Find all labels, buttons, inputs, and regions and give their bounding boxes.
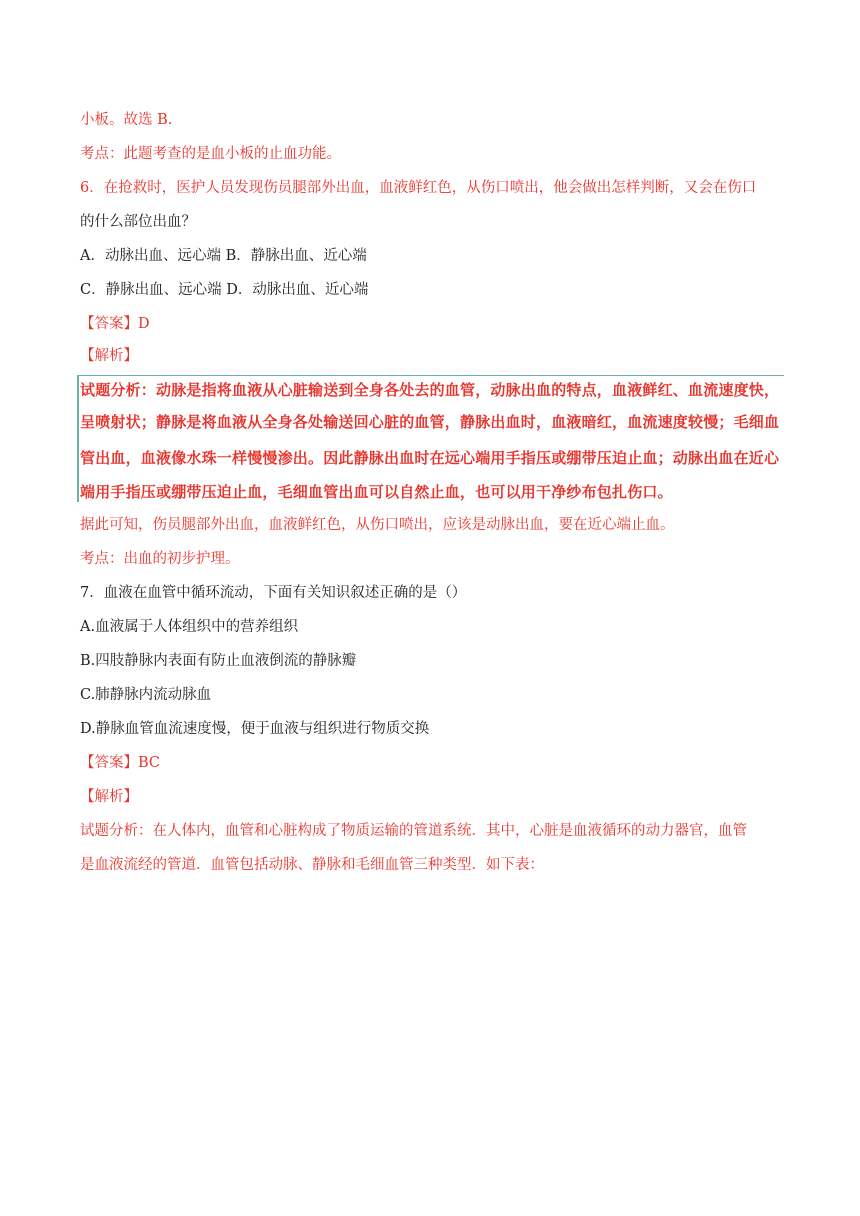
question-6-answer: 【答案】D [80, 316, 150, 332]
analysis-box-line: 试题分析：动脉是指将血液从心脏输送到全身各处去的血管，动脉出血的特点，血液鲜红、血流速度快， [80, 381, 780, 399]
analysis-box-line: 呈喷射状；静脉是将血液从全身各处输送回心脏的血管，静脉出血时，血液暗红，血流速度较慢；毛细血 [80, 413, 780, 431]
question-7-analysis-cont: 是血液流经的管道．血管包括动脉、静脉和毛细血管三种类型．如下表： [80, 857, 544, 873]
question-7-analysis: 试题分析：在人体内，血管和心脏构成了物质运输的管道系统．其中，心脏是血液循环的动力器官，血管 [80, 823, 747, 839]
question-6-conclusion: 据此可知，伤员腿部外出血，血液鲜红色，从伤口喷出，应该是动脉出血，要在近心端止血。 [80, 517, 675, 533]
point-line: 考点：此题考查的是血小板的止血功能。 [80, 146, 341, 162]
question-7-option-d: D.静脉血管血流速度慢，便于血液与组织进行物质交换 [80, 721, 430, 737]
text-line: 小板。故选 B. [80, 112, 173, 128]
question-6-stem: 6．在抢救时，医护人员发现伤员腿部外出血，血液鲜红色，从伤口喷出，他会做出怎样判断，又会在伤口 [80, 180, 757, 196]
question-7-analysis-label: 【解析】 [80, 789, 138, 805]
question-7-option-b: B.四肢静脉内表面有防止血液倒流的静脉瓣 [80, 653, 357, 669]
question-6-options-ab: A．动脉出血、远心端 B．静脉出血、近心端 [80, 248, 367, 264]
question-6-stem-cont: 的什么部位出血？ [80, 214, 196, 230]
analysis-box-line: 管出血，血液像水珠一样慢慢渗出。因此静脉出血时在远心端用手指压或绷带压迫止血；动脉出血在近心 [80, 449, 780, 467]
question-7-option-a: A.血液属于人体组织中的营养组织 [80, 619, 299, 635]
question-6-options-cd: C．静脉出血、远心端 D．动脉出血、近心端 [80, 282, 369, 298]
question-7-option-c: C.肺静脉内流动脉血 [80, 687, 212, 703]
question-6-point: 考点：出血的初步护理。 [80, 551, 240, 567]
question-6-analysis-label: 【解析】 [80, 348, 138, 364]
question-7-answer: 【答案】BC [80, 755, 161, 771]
question-7-stem: 7．血液在血管中循环流动，下面有关知识叙述正确的是（） [80, 585, 467, 601]
analysis-box-line: 端用手指压或绷带压迫止血，毛细血管出血可以自然止血，也可以用干净纱布包扎伤口。 [80, 483, 673, 501]
